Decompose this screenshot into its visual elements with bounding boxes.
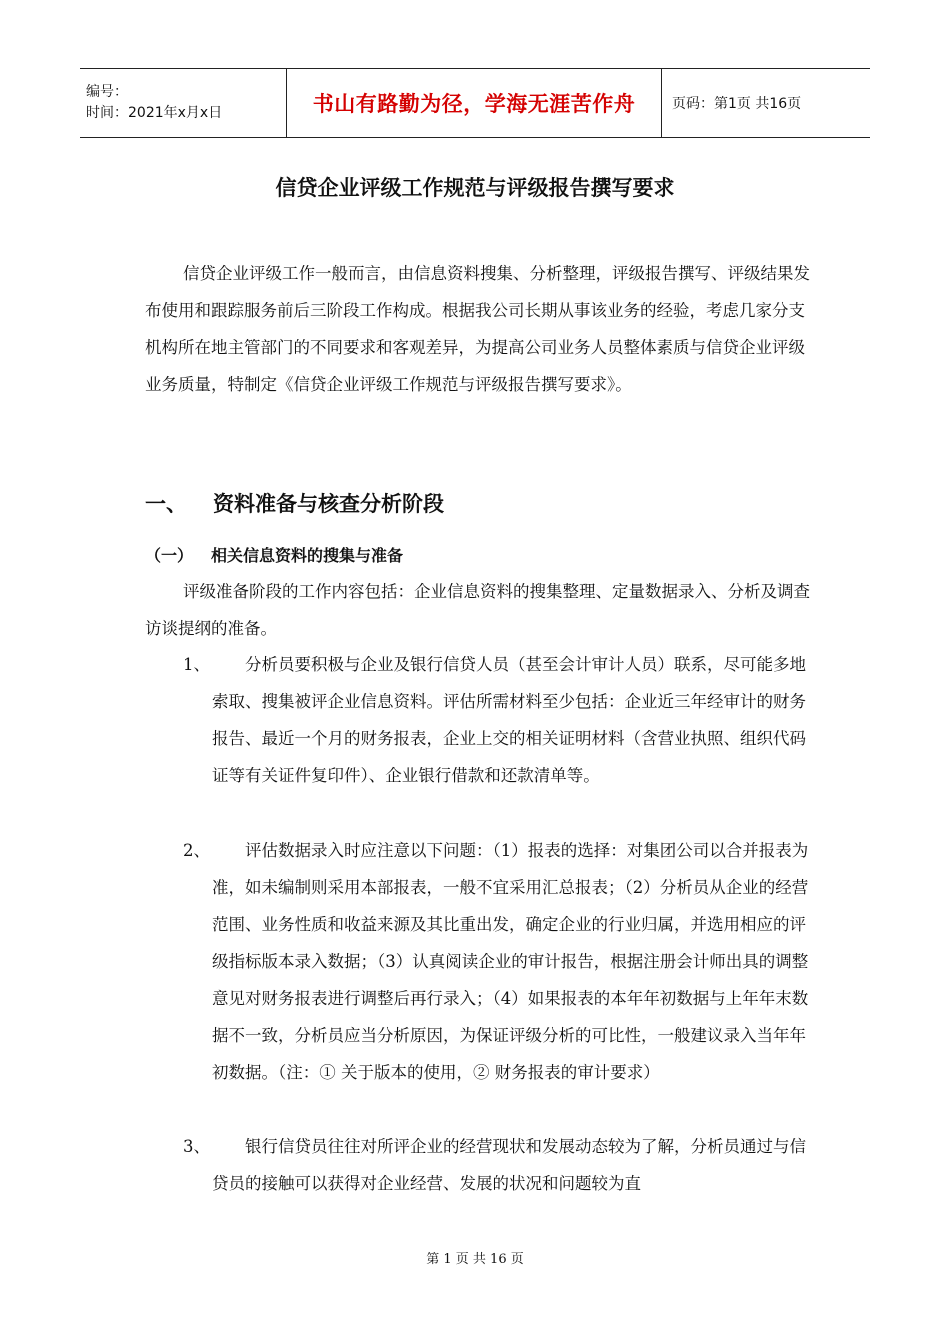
list-item-text: 银行信贷员往往对所评企业的经营现状和发展动态较为了解，分析员通过与信贷员的接触可以获得对企业经营、发展的状况和问题较为直 bbox=[212, 1137, 806, 1193]
header-motto: 书山有路勤为径，学海无涯苦作舟 bbox=[312, 92, 636, 116]
list-item-number: 1、 bbox=[183, 655, 210, 674]
list-item-text: 分析员要积极与企业及银行信贷人员（甚至会计审计人员）联系，尽可能多地索取、搜集被评企业信息资料。评估所需材料至少包括：企业近三年经审计的财务报告、最近一个月的财务报表，企业上交的相关证明材料（含营业执照、组织代码证等有关证件复印件）、企业银行借款和还款清单等。 bbox=[212, 655, 806, 785]
page-footer: 第 1 页 共 16 页 bbox=[426, 1252, 524, 1267]
subsection-title: 相关信息资料的搜集与准备 bbox=[211, 546, 404, 565]
intro-paragraph: 信贷企业评级工作一般而言，由信息资料搜集、分析整理，评级报告撰写、评级结果发布使用和跟踪服务前后三阶段工作构成。根据我公司长期从事该业务的经验，考虑几家分支机构所在地主管部门的不同要求和客观差异，为提高公司业务人员整体素质与信贷企业评级业务质量，特制定《信贷企业评级工作规范与评级报告撰写要求》。 bbox=[145, 264, 810, 394]
document-header bbox=[80, 68, 870, 138]
list-item-number: 3、 bbox=[183, 1137, 210, 1156]
subsection-heading bbox=[145, 543, 403, 566]
list-item-number: 2、 bbox=[183, 841, 210, 860]
number-label: 编号： bbox=[86, 84, 128, 100]
subsection-number: （一） bbox=[145, 546, 194, 565]
list-item bbox=[183, 1128, 813, 1202]
header-motto-cell bbox=[286, 69, 662, 137]
list-item-text: 评估数据录入时应注意以下问题：（1）报表的选择：对集团公司以合并报表为准，如未编制则采用本部报表，一般不宜采用汇总报表；（2）分析员从企业的经营范围、业务性质和收益来源及其比重出发，确定企业的行业归属，并选用相应的评级指标版本录入数据；（3）认真阅读企业的审计报告，根据注册会计师出具的调整意见对财务报表进行调整后再行录入；（4）如果报表的本年年初数据与上年年末数据不一致，分析员应当分析原因，为保证评级分析的可比性，一般建议录入当年年初数据。（注：① 关于版本的使用，② 财务报表的审计要求） bbox=[212, 841, 809, 1082]
document-title: 信贷企业评级工作规范与评级报告撰写要求 bbox=[275, 176, 675, 200]
time-label: 时间：2021年x月x日 bbox=[86, 105, 223, 121]
section-number: 一、 bbox=[145, 492, 187, 516]
list-item bbox=[183, 832, 813, 1091]
list-item bbox=[183, 646, 813, 794]
section-heading bbox=[145, 488, 444, 518]
section-title: 资料准备与核查分析阶段 bbox=[213, 492, 444, 516]
header-meta bbox=[80, 69, 286, 137]
header-page-info: 页码：第1页 共16页 bbox=[672, 96, 802, 112]
lead-paragraph: 评级准备阶段的工作内容包括：企业信息资料的搜集整理、定量数据录入、分析及调查访谈提纲的准备。 bbox=[145, 582, 810, 638]
